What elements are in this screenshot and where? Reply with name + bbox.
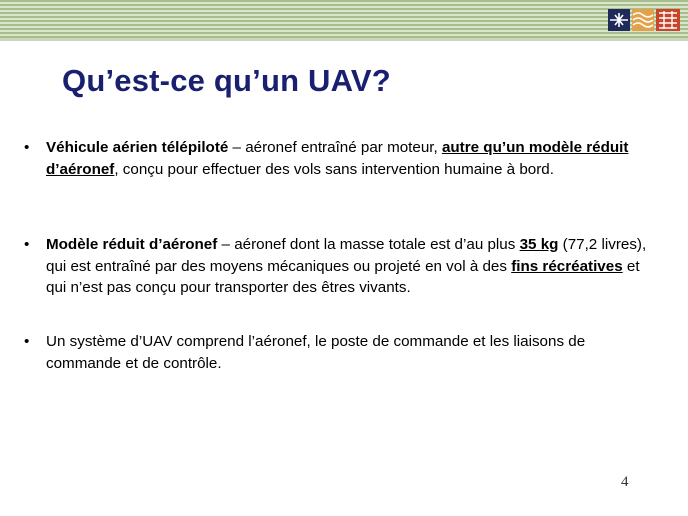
aircraft-emblem-icon (608, 9, 630, 31)
header-band (0, 0, 688, 38)
underlined-emphasis: fins récréatives (511, 257, 623, 275)
bullet-text (46, 234, 664, 299)
bullet-marker: • (24, 333, 30, 350)
building-emblem-icon (656, 9, 680, 31)
bullet-text (46, 137, 664, 180)
bullet-marker: • (24, 236, 30, 253)
page-number: 4 (621, 474, 629, 490)
definition-text: aéronef entraîné par moteur, (245, 139, 442, 156)
definition-text: aéronef dont la masse totale est d’au plus (234, 236, 520, 253)
bullet-marker: • (24, 139, 30, 156)
slide-title: Qu’est-ce qu’un UAV? (62, 63, 391, 98)
bullet-item-uav-system (24, 331, 664, 374)
term-separator: – (228, 139, 246, 156)
underlined-emphasis: autre qu’un modèle réduit d’aéronef (46, 139, 629, 178)
underlined-emphasis: 35 kg (519, 236, 559, 253)
term-bold: Véhicule aérien télépiloté (46, 139, 229, 156)
definition-text: et qui n’est pas conçu pour transporter des êtres vivants. (46, 257, 640, 296)
definition-text: , conçu pour effectuer des vols sans intervention humaine à bord. (114, 160, 554, 178)
wave-emblem-icon (632, 9, 654, 31)
definition-text: (77,2 livres), qui est entraîné par des moyens mécaniques ou projeté en vol à des (46, 236, 647, 275)
bullet-item-uav-definition (24, 137, 664, 180)
bullet-text: Un système d’UAV comprend l’aéronef, le poste de commande et les liaisons de commande et de contrôle. (46, 333, 586, 372)
header-divider (0, 38, 688, 41)
term-bold: Modèle réduit d’aéronef (46, 236, 218, 253)
term-separator: – (217, 236, 235, 253)
bullet-item-model-aircraft (24, 234, 664, 299)
